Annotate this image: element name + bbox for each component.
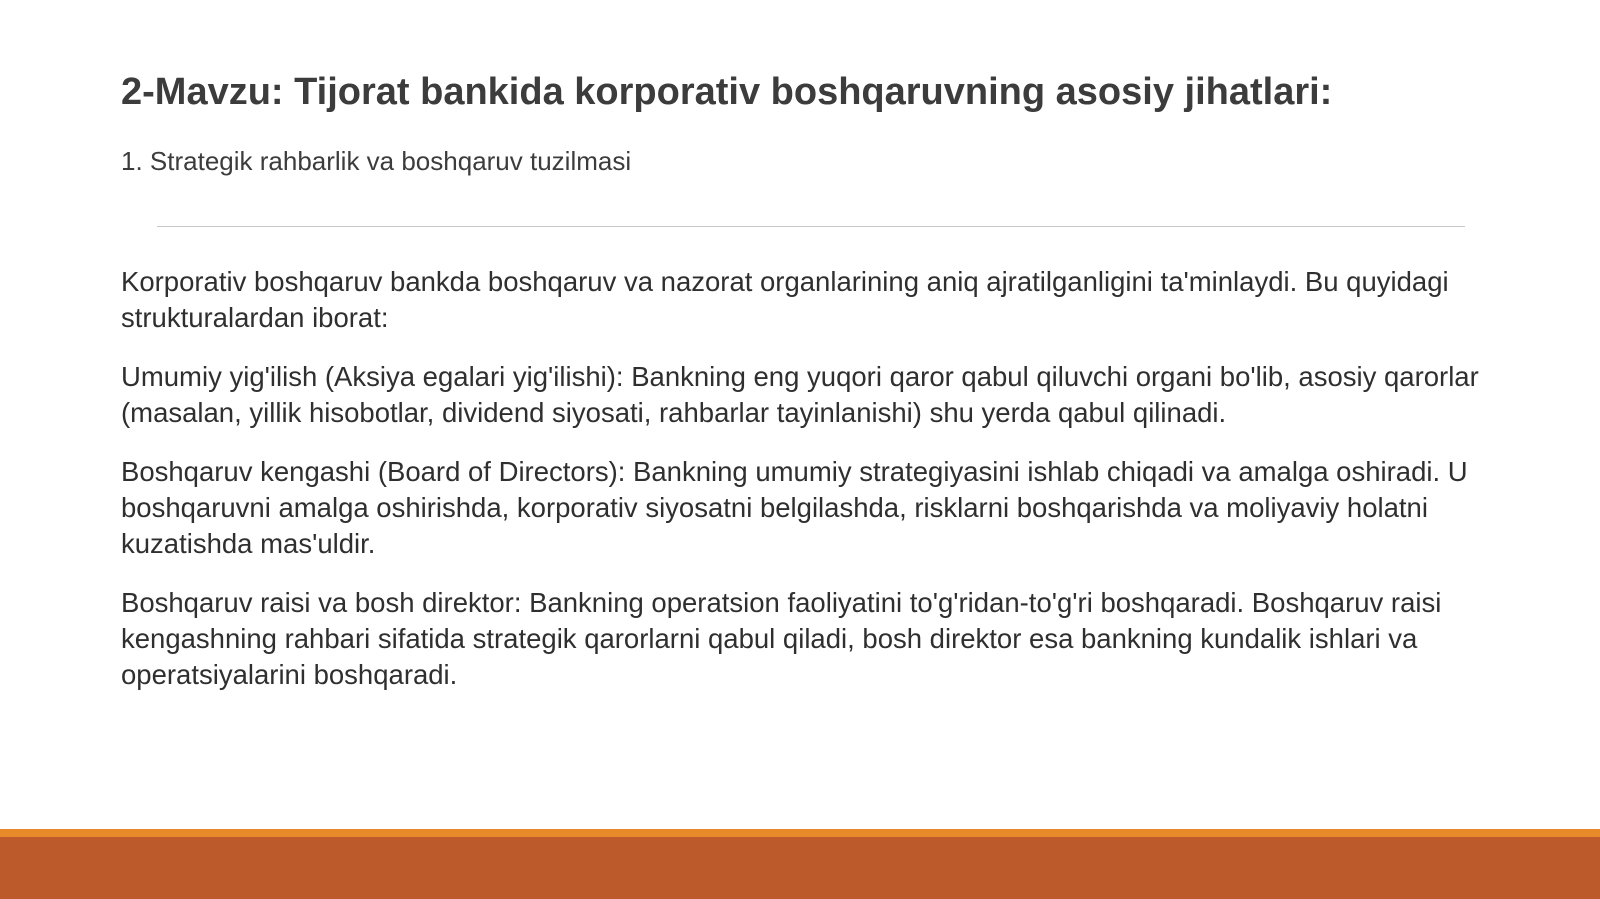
slide-title: 2-Mavzu: Tijorat bankida korporativ boshqaruvning asosiy jihatlari: <box>121 71 1333 113</box>
body-paragraph-general-meeting: Umumiy yig'ilish (Aksiya egalari yig'ilishi): Bankning eng yuqori qaror qabul qiluvchi organi bo'lib, asosiy qarorlar (masalan, yillik hisobotlar, dividend siyosati, rahbarlar tayinlanishi) shu yerda qabul qilinadi. <box>121 361 1479 428</box>
slide-subtitle: 1. Strategik rahbarlik va boshqaruv tuzilmasi <box>121 146 632 176</box>
slide-body <box>121 264 1501 716</box>
body-paragraph-board: Boshqaruv kengashi (Board of Directors): Bankning umumiy strategiyasini ishlab chiqadi va amalga oshiradi. U boshqaruvni amalga oshirishda, korporativ siyosatni belgilashda, risklarni boshqarishda va moliyaviy holatni kuzatishda mas'uldir. <box>121 456 1468 559</box>
footer-accent-bar <box>0 837 1600 899</box>
body-paragraph-intro: Korporativ boshqaruv bankda boshqaruv va nazorat organlarining aniq ajratilganligini ta'minlaydi. Bu quyidagi strukturalardan iborat: <box>121 266 1449 333</box>
title-divider <box>157 226 1465 227</box>
body-paragraph-chairman-ceo: Boshqaruv raisi va bosh direktor: Bankning operatsion faoliyatini to'g'ridan-to'g'ri boshqaradi. Boshqaruv raisi kengashning rahbari sifatida strategik qarorlarni qabul qiladi, bosh direktor esa bankning kundalik ishlari va operatsiyalarini boshqaradi. <box>121 587 1442 690</box>
footer-accent-stripe <box>0 829 1600 837</box>
